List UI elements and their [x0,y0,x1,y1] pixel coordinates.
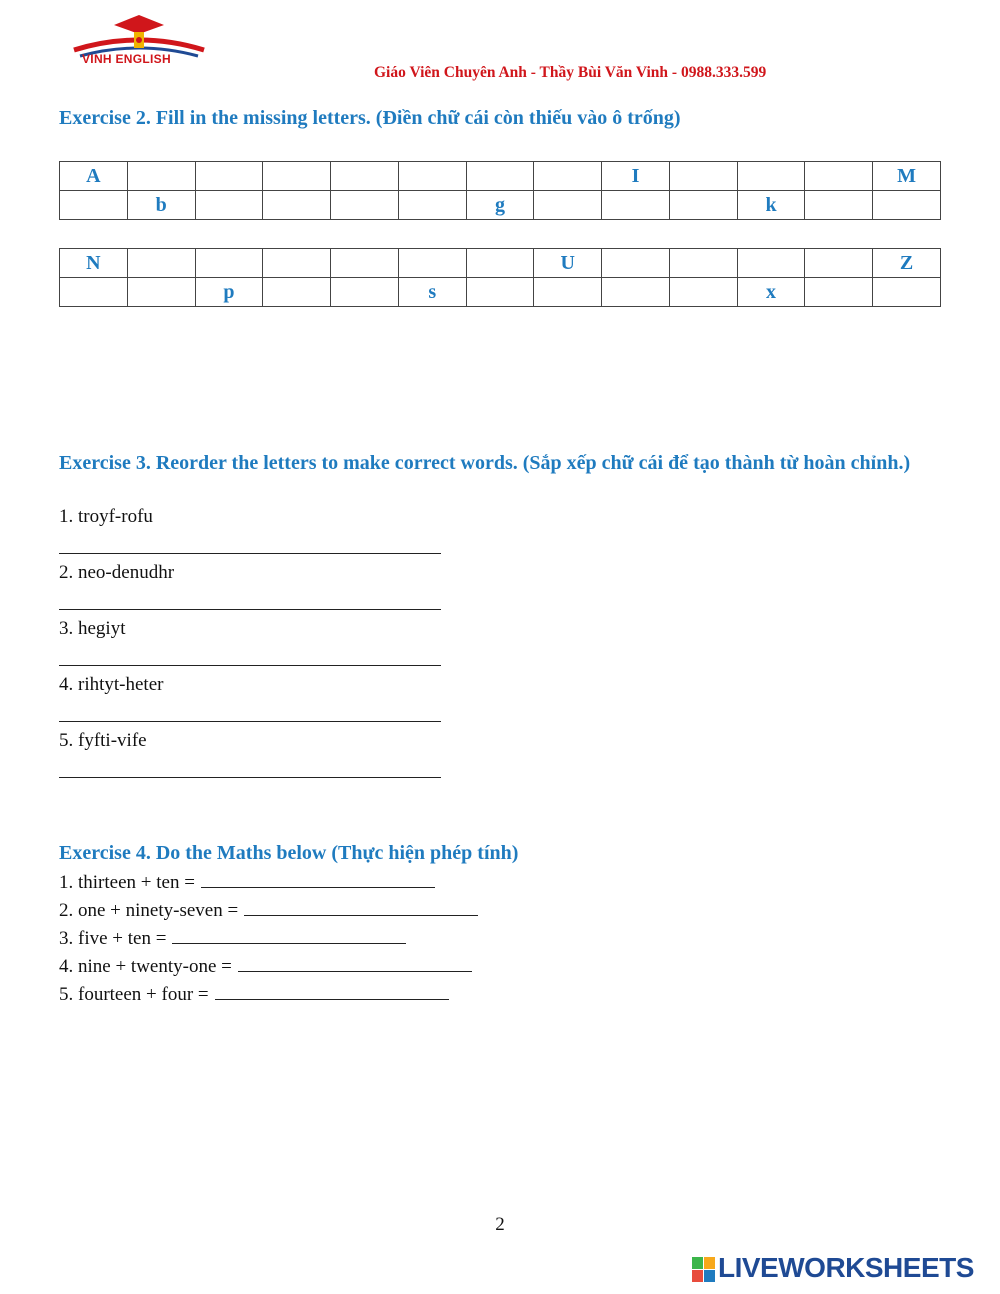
table-row [60,162,941,191]
math-question: 5. fourteen + four = [59,984,209,1005]
letter-cell[interactable] [805,249,873,278]
letter-cell[interactable] [263,191,331,220]
answer-line[interactable] [59,609,441,610]
letter-cell[interactable] [127,278,195,307]
letter-cell[interactable]: I [602,162,670,191]
reorder-item: 2. neo-denudhr [59,562,175,583]
letter-cell[interactable] [466,162,534,191]
reorder-item: 4. rihtyt-heter [59,674,164,695]
letter-cell[interactable] [873,191,941,220]
answer-blank[interactable] [172,927,406,944]
letter-cell[interactable]: U [534,249,602,278]
letter-cell[interactable] [737,249,805,278]
table-row [60,191,941,220]
letter-cell[interactable]: x [737,278,805,307]
letter-cell[interactable] [398,191,466,220]
answer-line[interactable] [59,553,441,554]
math-item [59,983,449,1006]
page-number: 2 [495,1214,505,1235]
math-item [59,899,478,922]
teacher-info: Giáo Viên Chuyên Anh - Thầy Bùi Văn Vinh - 0988.333.599 [374,64,767,81]
reorder-item: 5. fyfti-vife [59,730,147,751]
letter-cell[interactable]: p [195,278,263,307]
letter-cell[interactable] [398,162,466,191]
exercise-4-title: Exercise 4. Do the Maths below (Thực hiện phép tính) [59,842,519,864]
letter-cell[interactable] [263,278,331,307]
letter-cell[interactable] [263,249,331,278]
answer-blank[interactable] [238,955,472,972]
letter-cell[interactable] [195,249,263,278]
letter-cell[interactable] [669,249,737,278]
letter-cell[interactable] [195,162,263,191]
letter-cell[interactable] [602,191,670,220]
answer-line[interactable] [59,777,441,778]
math-item [59,871,435,894]
letter-cell[interactable]: A [60,162,128,191]
alphabet-table-a-m [59,161,941,220]
letter-cell[interactable] [602,249,670,278]
letter-cell[interactable] [398,249,466,278]
answer-line[interactable] [59,665,441,666]
table-row [60,278,941,307]
math-item [59,955,472,978]
exercise-2-title: Exercise 2. Fill in the missing letters. (Điền chữ cái còn thiếu vào ô trống) [59,107,681,129]
letter-cell[interactable] [331,191,399,220]
letter-cell[interactable] [60,278,128,307]
letter-cell[interactable] [805,191,873,220]
answer-blank[interactable] [215,983,449,1000]
table-row [60,249,941,278]
math-question: 3. five + ten = [59,928,167,949]
math-question: 1. thirteen + ten = [59,872,195,893]
logo-text: VINH ENGLISH [82,52,171,66]
letter-cell[interactable] [331,162,399,191]
letter-cell[interactable] [669,278,737,307]
math-question: 2. one + ninety-seven = [59,900,239,921]
letter-cell[interactable] [602,278,670,307]
letter-cell[interactable]: M [873,162,941,191]
letter-cell[interactable] [534,162,602,191]
letter-cell[interactable] [466,249,534,278]
letter-cell[interactable]: k [737,191,805,220]
math-item [59,927,406,950]
letter-cell[interactable] [127,249,195,278]
letter-cell[interactable] [534,278,602,307]
letter-cell[interactable] [805,278,873,307]
letter-cell[interactable] [60,191,128,220]
answer-line[interactable] [59,721,441,722]
letter-cell[interactable] [873,278,941,307]
math-question: 4. nine + twenty-one = [59,956,232,977]
reorder-item: 1. troyf-rofu [59,506,153,527]
liveworksheets-brand[interactable]: LIVEWORKSHEETS [718,1252,974,1283]
reorder-item: 3. hegiyt [59,618,126,639]
letter-cell[interactable] [737,162,805,191]
exercise-3-title: Exercise 3. Reorder the letters to make correct words. (Sắp xếp chữ cái để tạo thành từ hoàn chỉnh.) [59,452,911,474]
letter-cell[interactable] [331,249,399,278]
alphabet-table-n-z [59,248,941,307]
letter-cell[interactable]: N [60,249,128,278]
letter-cell[interactable]: b [127,191,195,220]
letter-cell[interactable] [669,162,737,191]
letter-cell[interactable] [669,191,737,220]
answer-blank[interactable] [244,899,478,916]
letter-cell[interactable] [331,278,399,307]
letter-cell[interactable]: s [398,278,466,307]
letter-cell[interactable] [805,162,873,191]
letter-cell[interactable]: Z [873,249,941,278]
letter-cell[interactable] [263,162,331,191]
letter-cell[interactable] [195,191,263,220]
letter-cell[interactable] [534,191,602,220]
answer-blank[interactable] [201,871,435,888]
letter-cell[interactable]: g [466,191,534,220]
letter-cell[interactable] [127,162,195,191]
liveworksheets-icon [692,1257,716,1283]
letter-cell[interactable] [466,278,534,307]
